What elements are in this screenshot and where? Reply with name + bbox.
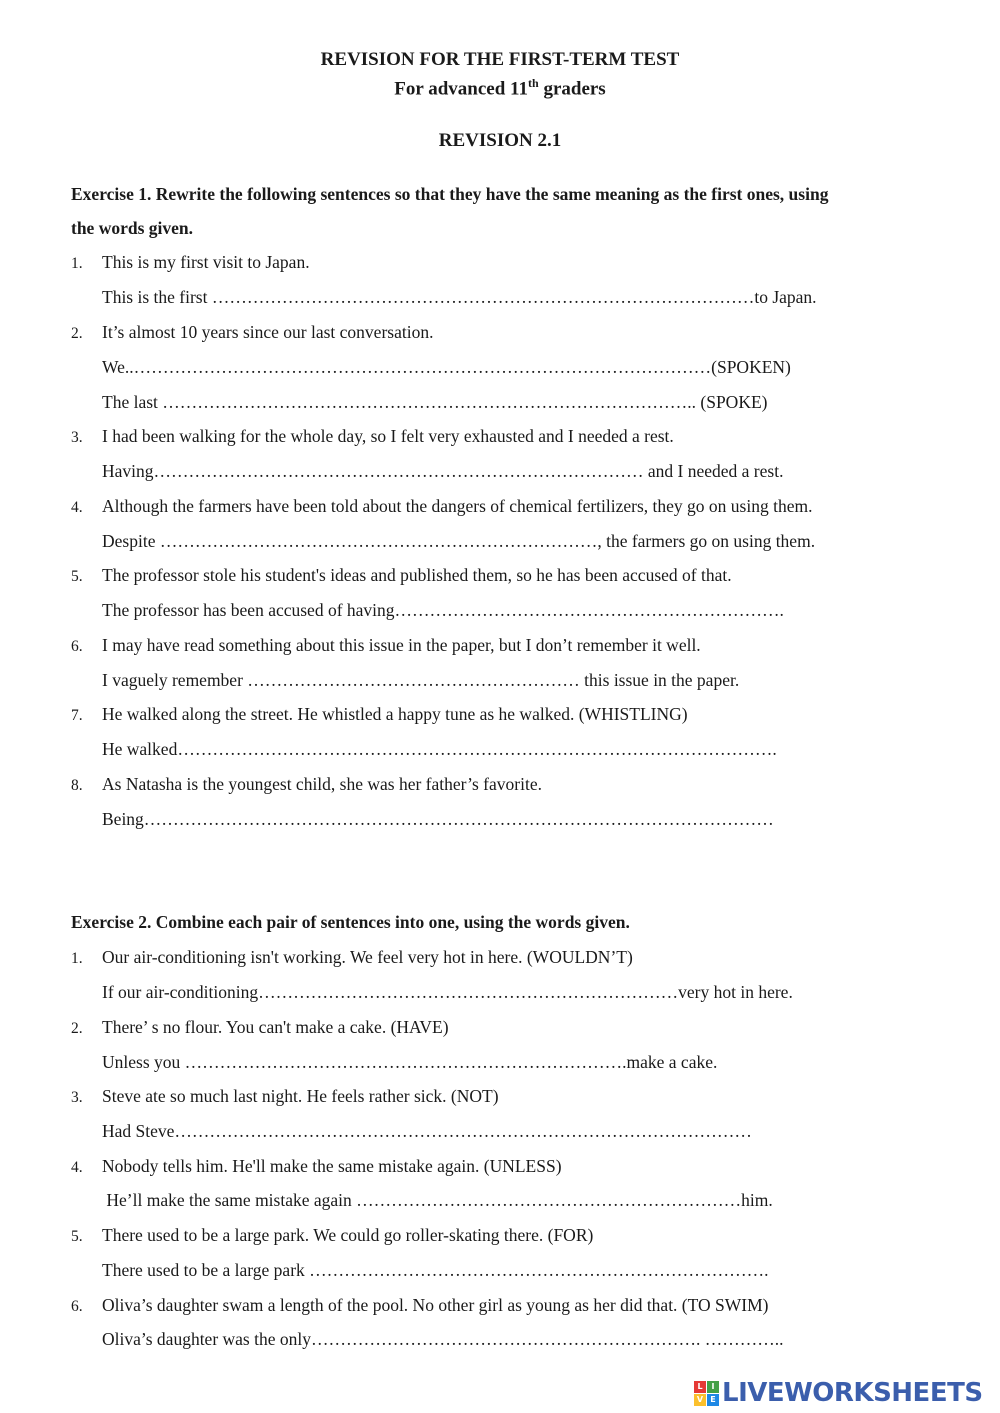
ex2-answer-line-4[interactable]: He’ll make the same mistake again …………………………………………………………him. bbox=[102, 1190, 773, 1210]
logo-text: LIVEWORKSHEETS bbox=[722, 1378, 983, 1408]
ex1-answer-line-8[interactable]: Being……………………………………………………………………………………………… bbox=[102, 809, 774, 829]
ex2-answer-line-6[interactable]: Oliva’s daughter was the only…………………………………………………………. ………….. bbox=[102, 1329, 784, 1349]
logo-mark-letter: V bbox=[694, 1394, 706, 1406]
ex2-item-3: 3. Steve ate so much last night. He feels rather sick. (NOT) bbox=[71, 1086, 499, 1106]
ex1-item-5: 5. The professor stole his student's ideas and published them, so he has been accused of that. bbox=[71, 565, 732, 585]
ex1-answer-line-6[interactable]: I vaguely remember ………………………………………………… this issue in the paper. bbox=[102, 670, 740, 690]
ex1-item-3: 3. I had been walking for the whole day, so I felt very exhausted and I needed a rest. bbox=[71, 426, 674, 446]
page-title: REVISION FOR THE FIRST-TERM TEST bbox=[320, 49, 680, 70]
ex2-answer-line-2[interactable]: Unless you ………………………………………………………………….make a cake. bbox=[102, 1052, 718, 1072]
logo-mark-letter: E bbox=[707, 1394, 719, 1406]
ex1-item-4: 4. Although the farmers have been told about the dangers of chemical fertilizers, they go on using them. bbox=[71, 496, 813, 516]
logo-mark-letter: L bbox=[694, 1381, 706, 1393]
ex1-answer-line-5[interactable]: The professor has been accused of having…………………………………………………………. bbox=[102, 600, 784, 620]
ex1-answer-line-3[interactable]: Having………………………………………………………………………… and I needed a rest. bbox=[102, 461, 784, 481]
ex1-answer-line-1[interactable]: This is the first …………………………………………………………………………………to Japan. bbox=[102, 287, 817, 307]
ex1-item-1: 1. This is my first visit to Japan. bbox=[71, 252, 310, 272]
liveworksheets-logo[interactable] bbox=[694, 1378, 983, 1408]
ex2-answer-line-1[interactable]: If our air-conditioning………………………………………………………………very hot in here. bbox=[102, 982, 793, 1002]
section-title: REVISION 2.1 bbox=[438, 130, 562, 151]
ex2-answer-line-3[interactable]: Had Steve……………………………………………………………………………………… bbox=[102, 1121, 752, 1141]
logo-mark-letter: I bbox=[707, 1381, 719, 1393]
page-subtitle: For advanced 11th graders bbox=[394, 76, 606, 100]
ex1-answer-line-2b[interactable]: The last ……………………………………………………………………………….. (SPOKE) bbox=[102, 392, 768, 412]
ex1-item-7: 7. He walked along the street. He whistled a happy tune as he walked. (WHISTLING) bbox=[71, 704, 688, 724]
ex2-item-5: 5. There used to be a large park. We could go roller-skating there. (FOR) bbox=[71, 1225, 594, 1245]
ex1-answer-line-4[interactable]: Despite …………………………………………………………………, the farmers go on using them. bbox=[102, 531, 816, 551]
ex2-item-6: 6. Oliva’s daughter swam a length of the pool. No other girl as young as her did that. (TO SWIM) bbox=[71, 1295, 769, 1315]
ex1-item-8: 8. As Natasha is the youngest child, she was her father’s favorite. bbox=[71, 774, 542, 794]
exercise-1-heading: Exercise 1. Rewrite the following sentences so that they have the same meaning as the first ones, using the words given. bbox=[71, 184, 829, 238]
ex1-item-6: 6. I may have read something about this issue in the paper, but I don’t remember it well. bbox=[71, 635, 701, 655]
logo-mark-icon bbox=[694, 1381, 719, 1406]
ex2-answer-line-5[interactable]: There used to be a large park ……………………………………………………………………. bbox=[102, 1260, 769, 1280]
ex1-answer-line-7[interactable]: He walked…………………………………………………………………………………………. bbox=[102, 739, 777, 759]
ex2-item-1: 1. Our air-conditioning isn't working. We feel very hot in here. (WOULDN’T) bbox=[71, 947, 633, 967]
ex2-item-4: 4. Nobody tells him. He'll make the same mistake again. (UNLESS) bbox=[71, 1156, 562, 1176]
ex2-item-2: 2. There’ s no flour. You can't make a cake. (HAVE) bbox=[71, 1017, 449, 1037]
exercise-2-heading: Exercise 2. Combine each pair of sentences into one, using the words given. bbox=[71, 912, 630, 932]
ex1-answer-line-2a[interactable]: We..………………………………………………………………………………………(SPOKEN) bbox=[102, 357, 791, 377]
ex1-item-2: 2. It’s almost 10 years since our last conversation. bbox=[71, 322, 434, 342]
